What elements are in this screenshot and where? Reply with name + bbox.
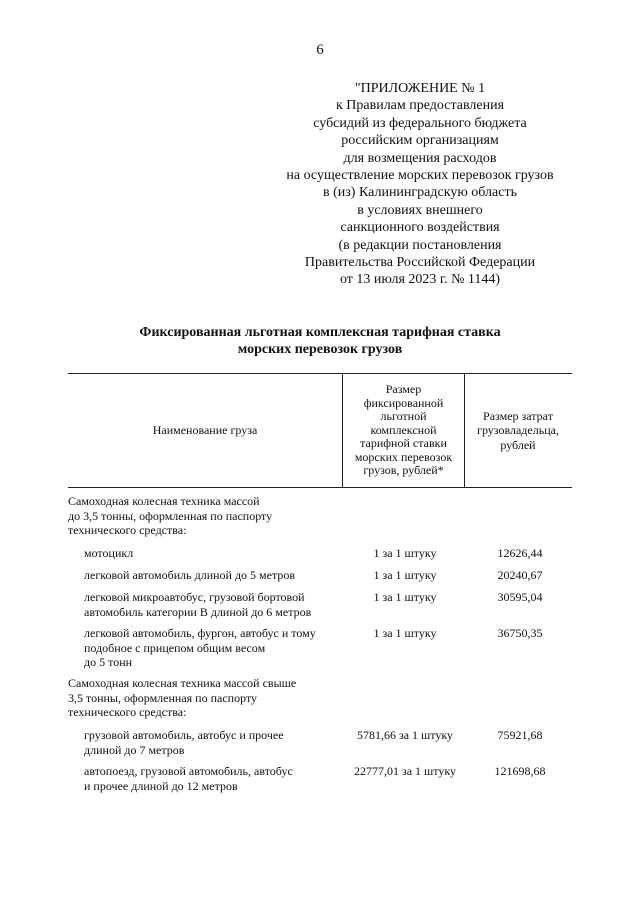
cost-value: 30595,04	[497, 590, 543, 604]
document-title	[60, 324, 580, 358]
header-cost-line: грузовладельца,	[477, 423, 559, 438]
appendix-line: в (из) Калининградскую область	[323, 185, 517, 201]
header-rate-line: комплексной	[370, 422, 437, 437]
rate-value: 22777,01 за 1 штуку	[353, 764, 457, 778]
header-rate-line: фиксированной	[363, 395, 444, 410]
title-line: морских перевозок грузов	[237, 342, 403, 357]
header-cost	[464, 374, 572, 487]
appendix-header	[260, 80, 580, 289]
appendix-line: для возмещения расходов	[343, 150, 497, 166]
tariff-table	[68, 373, 572, 793]
rate-value: 1 за 1 штуку	[373, 626, 437, 640]
rate-value: 5781,66 за 1 штуку	[356, 728, 454, 742]
cargo-name: легковой автомобиль, фургон, автобус и тому подобное с прицепом общим весом до 5 тонн	[84, 626, 316, 669]
appendix-line: к Правилам предоставления	[335, 98, 505, 114]
group-heading-text: Самоходная колесная техника массой до 3,5 тонны, оформленная по паспорту технического средства:	[68, 494, 273, 537]
appendix-line: в условиях внешнего	[357, 202, 483, 218]
appendix-line: "ПРИЛОЖЕНИЕ № 1	[354, 81, 486, 96]
title-line: Фиксированная льготная комплексная тарифная ставка	[139, 325, 501, 340]
header-rate-line: тарифной ставки	[360, 436, 447, 451]
table-header	[68, 373, 572, 488]
cargo-name: легковой автомобиль длиной до 5 метров	[84, 568, 296, 582]
appendix-line: санкционного воздействия	[340, 220, 500, 236]
rate-value: 1 за 1 штуку	[373, 568, 437, 582]
cargo-name: автопоезд, грузовой автомобиль, автобус и прочее длиной до 12 метров	[84, 764, 293, 793]
appendix-line: на осуществление морских перевозок грузов	[286, 168, 554, 184]
cargo-name: грузовой автомобиль, автобус и прочее длиной до 7 метров	[84, 728, 284, 757]
appendix-line: субсидий из федерального бюджета	[313, 115, 527, 131]
appendix-line: (в редакции постановления	[338, 237, 502, 253]
header-rate-line: льготной	[380, 409, 427, 424]
cost-value: 20240,67	[497, 568, 543, 582]
group-heading-text: Самоходная колесная техника массой свыше 3,5 тонны, оформленная по паспорту технического средства:	[68, 676, 297, 719]
cost-value: 12626,44	[497, 546, 543, 560]
header-rate	[342, 374, 465, 487]
page-number: 6	[316, 42, 324, 58]
appendix-line: от 13 июля 2023 г. № 1144)	[339, 272, 501, 288]
appendix-line: Правительства Российской Федерации	[304, 255, 536, 271]
header-cargo-name: Наименование груза	[152, 423, 258, 437]
appendix-line: российским организациям	[341, 133, 499, 149]
header-rate-line: Размер	[385, 381, 422, 396]
header-rate-line: морских перевозок	[354, 449, 453, 464]
cost-value: 75921,68	[497, 728, 543, 742]
header-cost-line: рублей	[500, 437, 536, 452]
cost-value: 36750,35	[497, 626, 543, 640]
rate-value: 1 за 1 штуку	[373, 590, 437, 604]
cargo-name: легковой микроавтобус, грузовой бортовой автомобиль категории В длиной до 6 метров	[84, 590, 312, 619]
header-rate-line: грузов, рублей*	[363, 463, 444, 478]
header-cost-line: Размер затрат	[483, 409, 553, 424]
cost-value: 121698,68	[494, 764, 546, 778]
cargo-name: мотоцикл	[84, 546, 134, 560]
rate-value: 1 за 1 штуку	[373, 546, 437, 560]
